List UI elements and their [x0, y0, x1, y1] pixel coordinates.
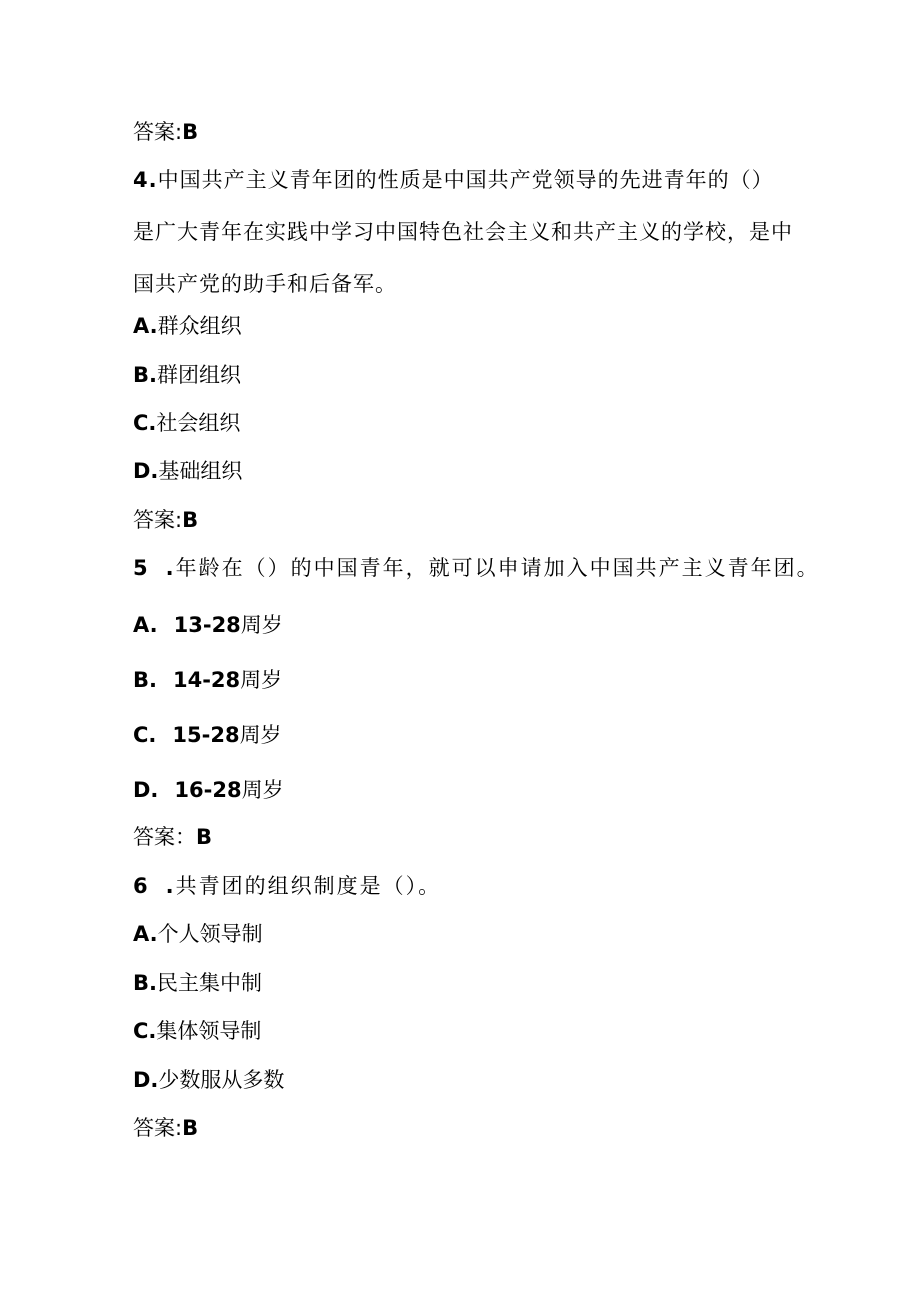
q6-option-b — [133, 969, 262, 997]
option-unit: 周岁 — [241, 778, 284, 802]
option-letter: B. — [133, 363, 157, 387]
option-text: 民主集中制 — [156, 971, 262, 995]
option-text: 集体领导制 — [156, 1019, 262, 1043]
q5-option-d — [133, 776, 284, 804]
q4-option-d — [133, 457, 242, 485]
answer-label: 答案: — [133, 508, 183, 532]
question-number: 5 — [133, 556, 150, 580]
answer-value: B — [182, 120, 199, 144]
answer-label: 答案: — [133, 1116, 183, 1140]
q6-option-a — [133, 920, 263, 948]
q6-answer — [133, 1114, 198, 1142]
option-range: 16-28 — [174, 778, 242, 802]
question-number: 4. — [133, 168, 158, 192]
question-dot: . — [165, 556, 176, 580]
question-text: 中国共产主义青年团的性质是中国共产党领导的先进青年的（）是广大青年在实践中学习中国特色社会主义和共产主义的学校，是中国共产党的助手和后备军。 — [133, 168, 793, 296]
answer-label: 答案: — [133, 120, 183, 144]
q6-option-d — [133, 1066, 284, 1094]
q5-option-a — [133, 611, 283, 639]
option-letter: A. — [133, 922, 158, 946]
q5-option-b — [133, 666, 282, 694]
answer-value: B — [196, 825, 213, 849]
answer-value: B — [182, 1116, 199, 1140]
question-text: 年龄在（）的中国青年，就可以申请加入中国共产主义青年团。 — [175, 556, 820, 580]
option-letter: D. — [133, 1068, 159, 1092]
option-unit: 周岁 — [240, 613, 283, 637]
q6-option-c — [133, 1017, 261, 1045]
q4-option-c — [133, 409, 240, 437]
question-6 — [133, 872, 441, 900]
option-text: 社会组织 — [156, 411, 241, 435]
option-text: 群众组织 — [157, 314, 242, 338]
option-letter: B. — [133, 668, 157, 692]
option-letter: A. — [133, 613, 158, 637]
option-text: 个人领导制 — [157, 922, 263, 946]
q5-option-c — [133, 721, 282, 749]
option-letter: B. — [133, 971, 157, 995]
answer-value: B — [182, 508, 199, 532]
answer-line-prev — [133, 118, 198, 146]
option-text: 少数服从多数 — [158, 1068, 285, 1092]
question-number: 6 — [133, 874, 150, 898]
question-text: 共青团的组织制度是（）。 — [175, 874, 442, 898]
option-unit: 周岁 — [239, 723, 282, 747]
option-letter: C. — [133, 411, 157, 435]
option-letter: A. — [133, 314, 158, 338]
option-text: 基础组织 — [158, 459, 243, 483]
q4-answer — [133, 506, 198, 534]
option-text: 群团组织 — [156, 363, 241, 387]
option-range: 14-28 — [172, 668, 241, 692]
option-range: 13-28 — [173, 613, 241, 637]
q4-option-b — [133, 361, 241, 389]
question-4 — [133, 154, 793, 310]
option-letter: C. — [133, 723, 157, 747]
option-letter: D. — [133, 778, 159, 802]
option-letter: C. — [133, 1019, 157, 1043]
answer-label: 答案： — [133, 825, 196, 849]
option-range: 15-28 — [172, 723, 240, 747]
question-dot: . — [165, 874, 176, 898]
option-letter: D. — [133, 459, 159, 483]
question-5 — [133, 554, 820, 582]
q4-option-a — [133, 312, 242, 340]
option-unit: 周岁 — [240, 668, 283, 692]
q5-answer — [133, 823, 212, 851]
